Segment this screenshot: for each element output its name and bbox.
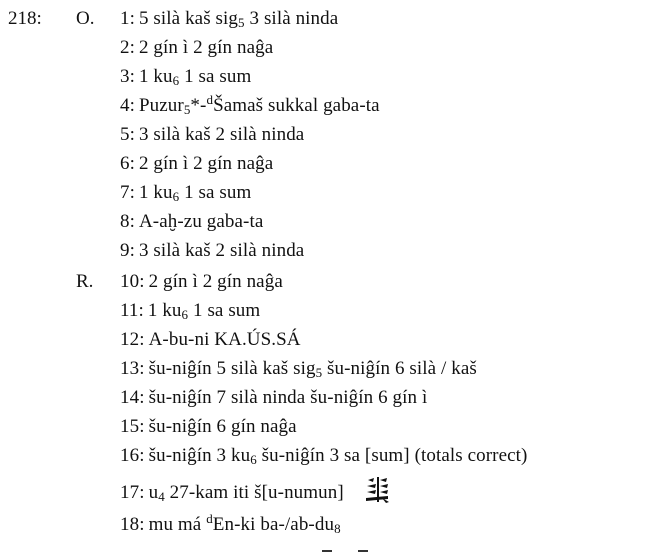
text-segment: šu-niĝín 7 silà ninda šu-niĝín 6 gín ì (148, 387, 428, 408)
line-1 (120, 4, 338, 34)
line-number: 1: (120, 8, 135, 29)
line-7 (120, 178, 251, 208)
line-8 (120, 207, 263, 237)
text-segment: šu-niĝín 5 silà kaš sig (148, 358, 316, 379)
line-number: 8: (120, 211, 135, 232)
subscript: 6 (172, 189, 180, 204)
superscript: d (206, 92, 214, 107)
text-segment: 1 ku (138, 66, 173, 87)
text-segment: *- (190, 95, 207, 116)
text-segment: 1 sa sum (179, 66, 252, 87)
line-number: 15: (120, 416, 145, 437)
line-3 (120, 62, 251, 92)
line-17 (120, 474, 392, 504)
text-segment: 1 sa sum (179, 182, 252, 203)
text-segment: u (148, 482, 159, 503)
text-segment: A-bu-ni KA.ÚS.SÁ (148, 329, 301, 350)
line-number: 9: (120, 240, 135, 261)
text-segment: 2 gín ì 2 gín naĝa (138, 153, 274, 174)
line-number: 6: (120, 153, 135, 174)
text-segment: šu-niĝín 3 ku (148, 445, 251, 466)
line-text (139, 240, 304, 261)
side-label-reverse: R. (76, 271, 94, 292)
line-10 (120, 267, 283, 297)
text-segment: 1 ku (138, 182, 173, 203)
text-segment: 1 sa sum (188, 300, 261, 321)
text-segment: mu má (148, 514, 207, 535)
subscript: 5 (183, 102, 191, 117)
line-5 (120, 120, 304, 150)
line-11 (120, 296, 260, 326)
subscript: 6 (172, 73, 180, 88)
line-16 (120, 441, 527, 471)
line-text (139, 66, 251, 87)
line-number: 13: (120, 358, 145, 379)
line-text (149, 358, 477, 379)
line-number: 2: (120, 37, 135, 58)
line-18 (120, 510, 341, 540)
subscript: 4 (158, 489, 165, 504)
subscript: 6 (181, 307, 189, 322)
text-segment: šu-niĝín 6 gín naĝa (148, 416, 297, 437)
line-12 (120, 325, 301, 355)
side-label-obverse: O. (76, 8, 95, 29)
subscript: 8 (334, 521, 341, 536)
line-15 (120, 412, 297, 442)
line-text (149, 387, 428, 408)
line-text (148, 511, 341, 536)
line-text (139, 37, 273, 58)
line-text (139, 124, 304, 145)
line-text (149, 271, 283, 292)
cut-off-text-fragment (300, 548, 390, 556)
line-number: 3: (120, 66, 135, 87)
line-text (149, 416, 297, 437)
line-number: 4: (120, 95, 135, 116)
line-number: 14: (120, 387, 145, 408)
line-text (139, 153, 273, 174)
text-segment: En-ki ba-/ab-du (212, 514, 335, 535)
text-segment: 27-kam iti š[u-numun] (164, 482, 344, 503)
cuneiform-sign-icon (362, 474, 392, 504)
line-6 (120, 149, 273, 179)
superscript: d (206, 511, 213, 526)
text-segment: 3 silà kaš 2 silà ninda (138, 124, 305, 145)
text-segment: 5 silà kaš sig (138, 8, 239, 29)
entry-number: 218: (8, 8, 42, 29)
line-number: 5: (120, 124, 135, 145)
line-number: 17: (120, 482, 145, 503)
line-text (149, 329, 301, 350)
line-2 (120, 33, 273, 63)
line-number: 16: (120, 445, 145, 466)
text-segment: 3 silà ninda (244, 8, 339, 29)
line-number: 7: (120, 182, 135, 203)
line-14 (120, 383, 427, 413)
text-segment: 2 gín ì 2 gín naĝa (148, 271, 283, 292)
text-segment: 1 ku (147, 300, 182, 321)
line-text (139, 211, 263, 232)
text-segment: Šamaš sukkal gaba-ta (213, 95, 380, 116)
text-segment: šu-niĝín 3 sa [sum] (totals correct) (256, 445, 528, 466)
line-text (138, 92, 380, 117)
line-9 (120, 236, 304, 266)
line-4 (120, 91, 380, 121)
line-number: 12: (120, 329, 145, 350)
line-text (149, 482, 344, 503)
subscript: 5 (315, 365, 323, 380)
text-segment: Puzur (138, 95, 184, 116)
line-text (139, 182, 251, 203)
line-number: 11: (120, 300, 144, 321)
subscript: 6 (250, 452, 257, 467)
line-text (139, 8, 338, 29)
text-segment: A-aḫ-zu gaba-ta (138, 211, 264, 232)
line-text (149, 445, 528, 466)
text-segment: šu-niĝín 6 silà / kaš (322, 358, 477, 379)
line-text (148, 300, 260, 321)
line-number: 10: (120, 271, 145, 292)
subscript: 5 (238, 15, 245, 30)
text-segment: 3 silà kaš 2 silà ninda (138, 240, 305, 261)
line-number: 18: (120, 514, 145, 535)
text-segment: 2 gín ì 2 gín naĝa (138, 37, 274, 58)
line-13 (120, 354, 477, 384)
